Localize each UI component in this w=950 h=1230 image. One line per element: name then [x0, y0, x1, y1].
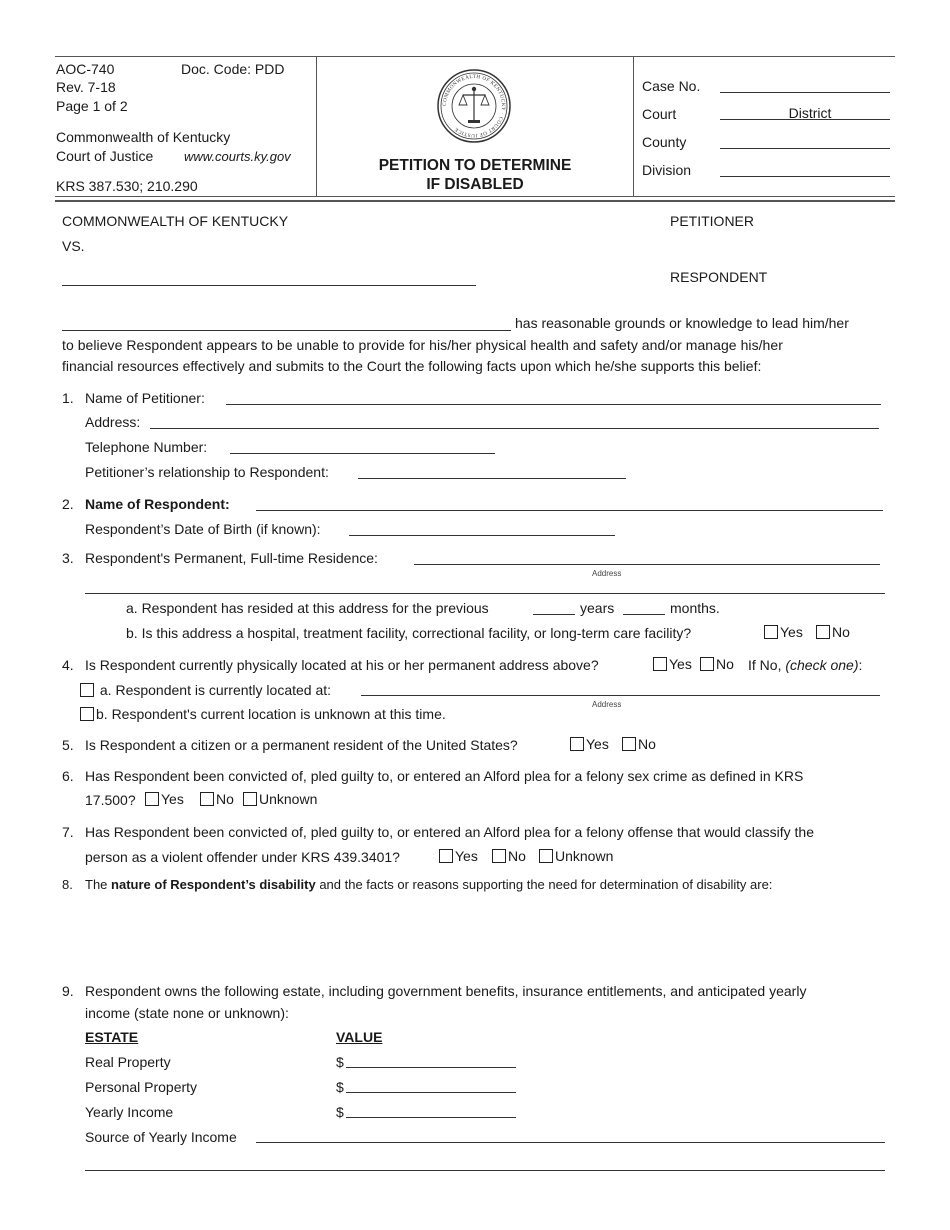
- q1-number: 1.: [62, 390, 74, 406]
- intro-line3: financial resources effectively and submits to the Court the following facts upon which he/she supports this belief:: [62, 358, 762, 374]
- page-number: Page 1 of 2: [56, 98, 128, 114]
- header-top-rule: [55, 56, 895, 57]
- agency-line1: Commonwealth of Kentucky: [56, 129, 231, 145]
- q5-number: 5.: [62, 737, 74, 753]
- q2-dob-label: Respondent’s Date of Birth (if known):: [85, 521, 321, 537]
- q8-bold: nature of Respondent’s disability: [111, 877, 316, 892]
- q5-yes-option[interactable]: [566, 736, 609, 752]
- estate-row-label: Yearly Income: [85, 1104, 174, 1120]
- q4b-checkbox[interactable]: [80, 707, 94, 721]
- q3b-no-checkbox[interactable]: [816, 625, 830, 639]
- q6-unknown-label: Unknown: [259, 791, 318, 807]
- q6-yes-checkbox[interactable]: [145, 792, 159, 806]
- q5-no-checkbox[interactable]: [622, 737, 636, 751]
- q9-line1: Respondent owns the following estate, including government benefits, insurance entitlements, and anticipated yearly: [85, 983, 807, 999]
- q1-name-label: Name of Petitioner:: [85, 390, 205, 406]
- q7-no-label: No: [508, 848, 526, 864]
- q7-unknown-label: Unknown: [555, 848, 614, 864]
- q3-label: Respondent's Permanent, Full-time Residence:: [85, 550, 378, 566]
- q5-no-label: No: [638, 736, 656, 752]
- q4-yes-option[interactable]: [649, 656, 692, 672]
- q3-number: 3.: [62, 550, 74, 566]
- court-value: District: [788, 105, 832, 121]
- q5-label: Is Respondent a citizen or a permanent resident of the United States?: [85, 737, 518, 753]
- form-title-line2: IF DISABLED: [426, 176, 524, 193]
- q7-no-checkbox[interactable]: [492, 849, 506, 863]
- source-income-label: Source of Yearly Income: [85, 1129, 237, 1145]
- case-no-field[interactable]: [720, 78, 890, 93]
- q7-unknown-option[interactable]: [535, 848, 613, 864]
- court-seal-icon: [436, 68, 512, 144]
- q4b-label: b. Respondent's current location is unknown at this time.: [96, 706, 446, 722]
- county-label: County: [642, 134, 687, 150]
- q6-no-option[interactable]: [196, 791, 234, 807]
- q1-address-label: Address:: [85, 414, 141, 430]
- case-no-label: Case No.: [642, 78, 701, 94]
- respondent-residence-line2-field[interactable]: [85, 579, 885, 594]
- header-bottom-rule-1: [55, 196, 895, 197]
- court-field[interactable]: [720, 105, 890, 120]
- vs-caption: VS.: [62, 238, 85, 254]
- q7-yes-checkbox[interactable]: [439, 849, 453, 863]
- q4-yes-label: Yes: [669, 656, 692, 672]
- form-revision: Rev. 7-18: [56, 79, 116, 95]
- petitioner-address-field[interactable]: [150, 414, 879, 429]
- source-income-field[interactable]: [256, 1128, 885, 1143]
- q3b-no-label: No: [832, 624, 850, 640]
- header-bottom-rule-2: [55, 200, 895, 202]
- q4-yes-checkbox[interactable]: [653, 657, 667, 671]
- respondent-residence-field[interactable]: [414, 550, 880, 565]
- estate-header: ESTATE: [85, 1029, 139, 1045]
- form-number: AOC-740: [56, 61, 115, 77]
- q6-unknown-option[interactable]: [239, 791, 317, 807]
- q6-line1: Has Respondent been convicted of, pled guilty to, or entered an Alford plea for a felony sex crime as defined in KRS: [85, 768, 804, 784]
- doc-code: Doc. Code: PDD: [181, 61, 285, 77]
- q3a-years-field[interactable]: [533, 600, 575, 615]
- q8-disability-answer-area[interactable]: [85, 897, 885, 975]
- yearly-income-value-field[interactable]: [346, 1103, 516, 1118]
- q4b-option[interactable]: [76, 706, 446, 722]
- q1-relationship-label: Petitioner’s relationship to Respondent:: [85, 464, 329, 480]
- q7-line2: person as a violent offender under KRS 439.3401?: [85, 849, 400, 865]
- q3a-years-label: years: [580, 600, 615, 616]
- agency-line2: Court of Justice: [56, 148, 154, 164]
- division-field[interactable]: [720, 162, 890, 177]
- form-title-line1: PETITION TO DETERMINE: [378, 157, 572, 174]
- petitioner-relationship-field[interactable]: [358, 464, 626, 479]
- q3a-months-field[interactable]: [623, 600, 665, 615]
- respondent-name-field[interactable]: [62, 271, 476, 286]
- q6-number: 6.: [62, 768, 74, 784]
- q4-no-checkbox[interactable]: [700, 657, 714, 671]
- value-header: VALUE: [336, 1029, 383, 1045]
- q4a-location-field[interactable]: [361, 681, 880, 696]
- q9-line2: income (state none or unknown):: [85, 1005, 289, 1021]
- q7-number: 7.: [62, 824, 74, 840]
- q4-no-label: No: [716, 656, 734, 672]
- q4a-checkbox[interactable]: [80, 683, 94, 697]
- q4-check-one: (check one): [785, 657, 859, 673]
- q4-address-caption: Address: [592, 700, 622, 709]
- q3b-text: b. Is this address a hospital, treatment facility, correctional facility, or long-term care facility?: [126, 625, 692, 641]
- q7-line1: Has Respondent been convicted of, pled guilty to, or entered an Alford plea for a felony offense that would classify the: [85, 824, 814, 840]
- respondent-dob-field[interactable]: [349, 521, 615, 536]
- petitioner-phone-field[interactable]: [230, 439, 495, 454]
- q6-yes-option[interactable]: [141, 791, 184, 807]
- statute-reference: KRS 387.530; 210.290: [56, 178, 198, 194]
- q4a-label: a. Respondent is currently located at:: [99, 682, 332, 698]
- q5-no-option[interactable]: [618, 736, 656, 752]
- intro-line1: has reasonable grounds or knowledge to lead him/her: [515, 315, 849, 331]
- respondent-full-name-field[interactable]: [256, 496, 883, 511]
- q6-line2: 17.500?: [85, 792, 136, 808]
- division-label: Division: [642, 162, 692, 178]
- court-label: Court: [642, 106, 677, 122]
- q5-yes-checkbox[interactable]: [570, 737, 584, 751]
- q3b-yes-label: Yes: [780, 624, 803, 640]
- county-field[interactable]: [720, 134, 890, 149]
- petitioner-caption: PETITIONER: [670, 213, 755, 229]
- q7-yes-label: Yes: [455, 848, 478, 864]
- q3b-yes-checkbox[interactable]: [764, 625, 778, 639]
- seal-text: COMMONWEALTH OF KENTUCKY · COURT OF JUSTICE: [441, 73, 507, 139]
- respondent-caption: RESPONDENT: [670, 269, 768, 285]
- q7-no-option[interactable]: [488, 848, 526, 864]
- header-divider-left: [316, 56, 317, 196]
- q5-yes-label: Yes: [586, 736, 609, 752]
- q4-if-no: If No, (check one):: [748, 657, 863, 673]
- petitioner-name-intro-field[interactable]: [62, 316, 511, 331]
- q4-number: 4.: [62, 657, 74, 673]
- q6-no-checkbox[interactable]: [200, 792, 214, 806]
- q4-no-option[interactable]: [696, 656, 734, 672]
- petitioner-name-field[interactable]: [226, 390, 881, 405]
- estate-row-currency: $: [336, 1079, 344, 1095]
- q3b-no-option[interactable]: [812, 624, 850, 640]
- estate-row-currency: $: [336, 1104, 344, 1120]
- commonwealth-caption: COMMONWEALTH OF KENTUCKY: [62, 213, 289, 229]
- q3a-text: a. Respondent has resided at this address for the previous: [126, 600, 489, 616]
- q3b-yes-option[interactable]: [760, 624, 803, 640]
- q7-yes-option[interactable]: [435, 848, 478, 864]
- q6-unknown-checkbox[interactable]: [243, 792, 257, 806]
- q3a-months-label: months.: [670, 600, 720, 616]
- q3-address-caption: Address: [592, 569, 622, 578]
- source-income-line2-field[interactable]: [85, 1156, 885, 1171]
- header-divider-right: [633, 56, 634, 196]
- q4-label: Is Respondent currently physically located at his or her permanent address above?: [85, 657, 599, 673]
- q9-number: 9.: [62, 983, 74, 999]
- estate-row-label: Real Property: [85, 1054, 171, 1070]
- q8-text: The nature of Respondent’s disability and the facts or reasons supporting the need for determination of disability are:: [85, 877, 773, 892]
- q6-yes-label: Yes: [161, 791, 184, 807]
- intro-line2: to believe Respondent appears to be unable to provide for his/her physical health and safety and/or manage his/her: [62, 337, 783, 353]
- personal-property-value-field[interactable]: [346, 1078, 516, 1093]
- q6-no-label: No: [216, 791, 234, 807]
- q1-phone-label: Telephone Number:: [85, 439, 208, 455]
- q2-name-label: Name of Respondent:: [85, 496, 230, 512]
- real-property-value-field[interactable]: [346, 1053, 516, 1068]
- q8-number: 8.: [62, 877, 73, 892]
- q4a-option[interactable]: [76, 682, 331, 698]
- estate-row-currency: $: [336, 1054, 344, 1070]
- q7-unknown-checkbox[interactable]: [539, 849, 553, 863]
- q2-number: 2.: [62, 496, 74, 512]
- estate-row-label: Personal Property: [85, 1079, 198, 1095]
- website-link[interactable]: www.courts.ky.gov: [184, 149, 291, 164]
